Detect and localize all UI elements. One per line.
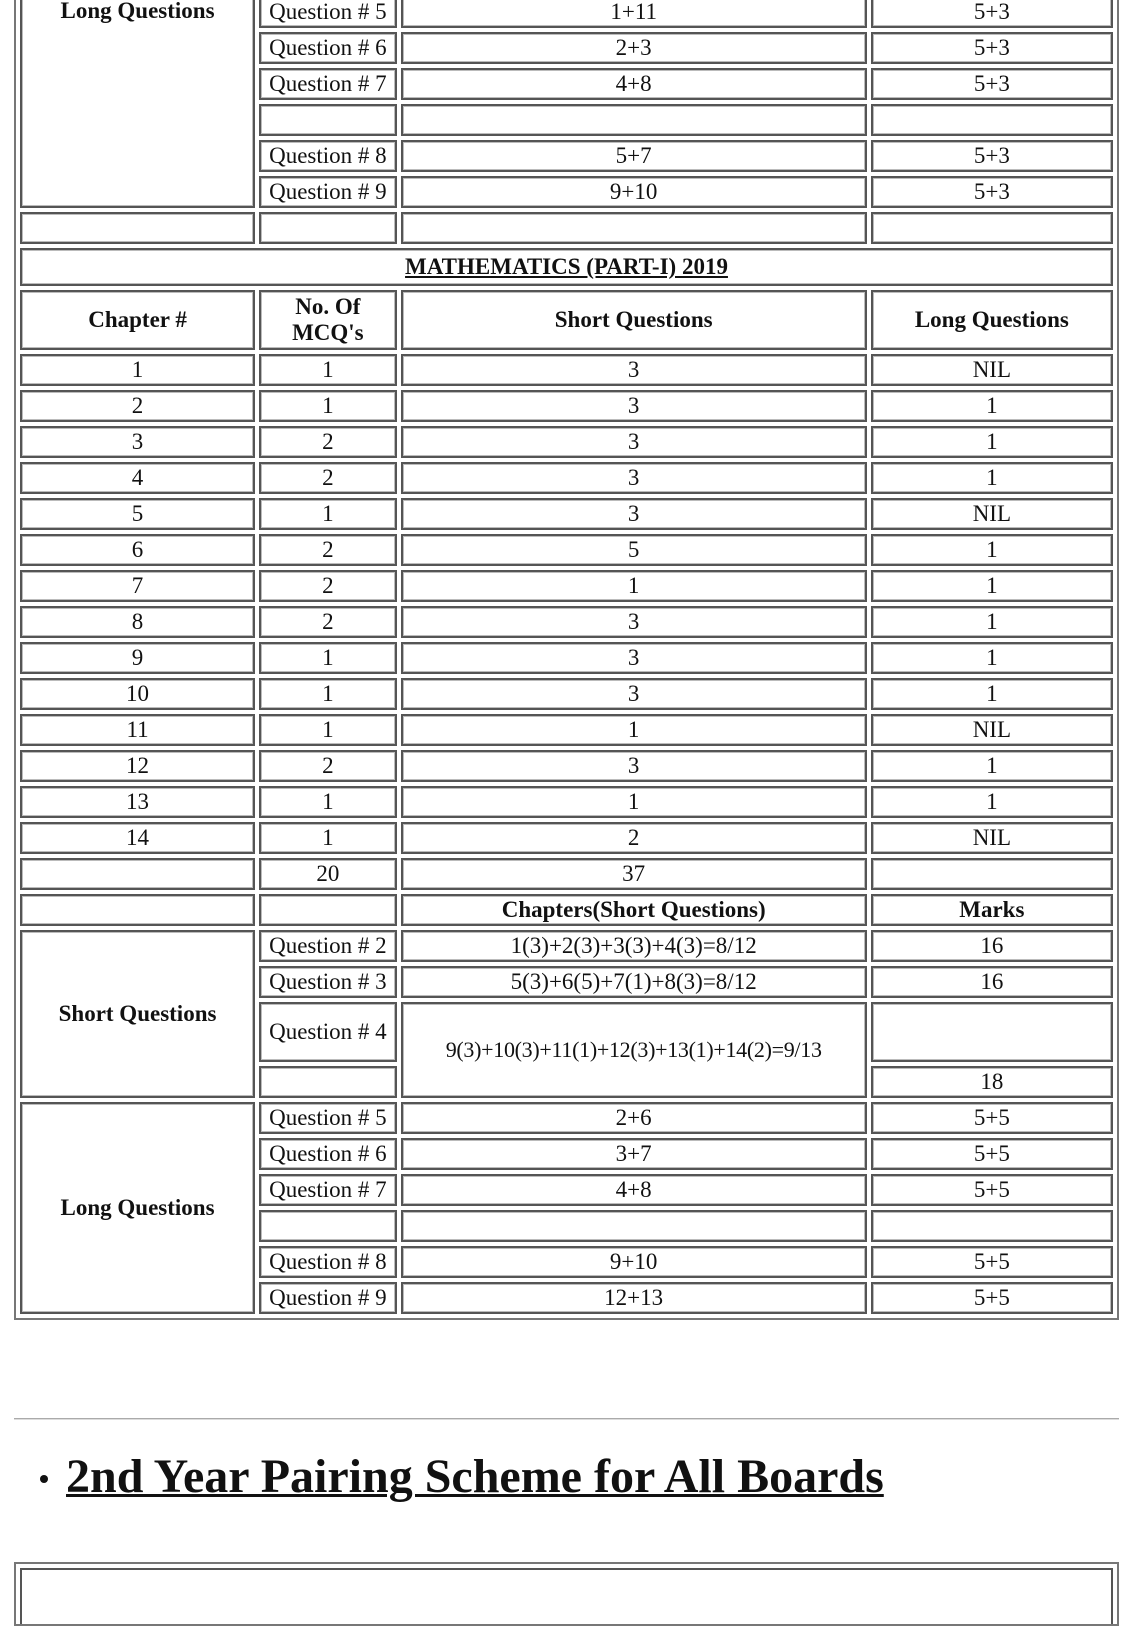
col-header-chapter: Chapter #: [20, 290, 255, 350]
long-cell: NIL: [871, 498, 1113, 530]
col-header-short-questions: Short Questions: [401, 290, 867, 350]
chapter-cell: 12: [20, 750, 255, 782]
marks-cell: 16: [871, 966, 1113, 998]
total-short-questions: 37: [401, 858, 867, 890]
chapter-cell: 10: [20, 678, 255, 710]
chapter-cell: 8: [20, 606, 255, 638]
table-row: [20, 750, 1113, 782]
long-cell: NIL: [871, 354, 1113, 386]
long-cell: 1: [871, 534, 1113, 566]
long-cell: 1: [871, 426, 1113, 458]
table-row: [20, 0, 1113, 28]
chapters-cell: 4+8: [401, 68, 867, 100]
long-cell: NIL: [871, 714, 1113, 746]
short-cell: 3: [401, 462, 867, 494]
col-header-long-questions: Long Questions: [871, 290, 1113, 350]
mcq-cell: 2: [259, 534, 397, 566]
chapters-cell: 9+10: [401, 176, 867, 208]
short-cell: 3: [401, 606, 867, 638]
long-cell: 1: [871, 462, 1113, 494]
short-cell: 3: [401, 750, 867, 782]
chapter-cell: 5: [20, 498, 255, 530]
chapter-cell: 2: [20, 390, 255, 422]
long-cell: 1: [871, 570, 1113, 602]
table-row: [20, 606, 1113, 638]
mcq-cell: 2: [259, 606, 397, 638]
short-cell: 3: [401, 498, 867, 530]
short-cell: 1: [401, 570, 867, 602]
short-cell: 3: [401, 678, 867, 710]
long-cell: 1: [871, 750, 1113, 782]
long-cell: 1: [871, 390, 1113, 422]
table-row: [20, 714, 1113, 746]
long-cell: 1: [871, 642, 1113, 674]
table-row: [20, 426, 1113, 458]
question-cell: Question # 9: [259, 1282, 397, 1314]
marks-cell: 5+5: [871, 1102, 1113, 1134]
table-row: [20, 822, 1113, 854]
mcq-cell: 1: [259, 498, 397, 530]
chapter-cell: 7: [20, 570, 255, 602]
question-cell: Question # 7: [259, 1174, 397, 1206]
chapters-cell: 4+8: [401, 1174, 867, 1206]
short-cell: 3: [401, 642, 867, 674]
table-row: [20, 534, 1113, 566]
marks-cell: 5+3: [871, 0, 1113, 28]
pairing-scheme-table: [14, 0, 1119, 1320]
short-cell: 2: [401, 822, 867, 854]
mcq-cell: 1: [259, 822, 397, 854]
short-cell: 1: [401, 714, 867, 746]
table-row: [20, 642, 1113, 674]
question-cell: Question # 8: [259, 1246, 397, 1278]
next-table-cell: [20, 1568, 1113, 1624]
chapter-cell: 4: [20, 462, 255, 494]
question-cell: Question # 3: [259, 966, 397, 998]
table-row: [20, 498, 1113, 530]
marks-cell: 16: [871, 930, 1113, 962]
marks-cell: 5+5: [871, 1138, 1113, 1170]
marks-cell: 5+3: [871, 176, 1113, 208]
mcq-cell: 1: [259, 642, 397, 674]
mcq-cell: 1: [259, 678, 397, 710]
mcq-cell: 1: [259, 786, 397, 818]
marks-cell: [871, 104, 1113, 136]
chapter-cell: 11: [20, 714, 255, 746]
chapters-cell: 2+3: [401, 32, 867, 64]
marks-cell: 5+3: [871, 68, 1113, 100]
short-questions-group-label: Short Questions: [20, 930, 255, 1098]
question-cell: [259, 104, 397, 136]
chapters-cell: 5(3)+6(5)+7(1)+8(3)=8/12: [401, 966, 867, 998]
chapters-cell: 9(3)+10(3)+11(1)+12(3)+13(1)+14(2)=9/13: [401, 1002, 867, 1098]
short-cell: 3: [401, 390, 867, 422]
marks-cell: 18: [871, 1066, 1113, 1098]
question-cell: Question # 2: [259, 930, 397, 962]
mcq-cell: 2: [259, 570, 397, 602]
total-mcqs: 20: [259, 858, 397, 890]
question-cell: Question # 4: [259, 1002, 397, 1062]
question-cell: Question # 8: [259, 140, 397, 172]
next-section-heading[interactable]: [40, 1450, 884, 1504]
table-row: [20, 570, 1113, 602]
chapter-cell: 3: [20, 426, 255, 458]
chapters-cell: 9+10: [401, 1246, 867, 1278]
chapter-cell: 13: [20, 786, 255, 818]
question-cell: [259, 1210, 397, 1242]
marks-cell: [871, 1210, 1113, 1242]
section-title: MATHEMATICS (PART-I) 2019: [20, 248, 1113, 286]
mcq-cell: 2: [259, 426, 397, 458]
table-row: [20, 212, 1113, 244]
chapter-cell: 6: [20, 534, 255, 566]
question-cell: Question # 5: [259, 0, 397, 28]
marks-cell: 5+3: [871, 140, 1113, 172]
mcq-cell: 1: [259, 354, 397, 386]
mcq-cell: 1: [259, 714, 397, 746]
chapter-cell: 1: [20, 354, 255, 386]
chapters-cell: 12+13: [401, 1282, 867, 1314]
chapter-cell: 9: [20, 642, 255, 674]
marks-cell: 5+5: [871, 1246, 1113, 1278]
bullet-icon: [40, 1475, 48, 1483]
question-cell: Question # 6: [259, 32, 397, 64]
question-cell: Question # 9: [259, 176, 397, 208]
chapters-cell: [401, 1210, 867, 1242]
table-header-row: [20, 290, 1113, 350]
table-row: [20, 894, 1113, 926]
short-cell: 3: [401, 426, 867, 458]
long-cell: NIL: [871, 822, 1113, 854]
sub-header-chapters: Chapters(Short Questions): [401, 894, 867, 926]
sub-header-marks: Marks: [871, 894, 1113, 926]
col-header-mcqs: No. Of MCQ's: [259, 290, 397, 350]
short-cell: 5: [401, 534, 867, 566]
short-cell: 3: [401, 354, 867, 386]
mcq-cell: 1: [259, 390, 397, 422]
question-cell: Question # 7: [259, 68, 397, 100]
marks-cell: 5+5: [871, 1174, 1113, 1206]
chapters-cell: 1(3)+2(3)+3(3)+4(3)=8/12: [401, 930, 867, 962]
totals-row: [20, 858, 1113, 890]
long-questions-group-label: Long Questions: [20, 0, 255, 208]
table-row: [20, 390, 1113, 422]
question-cell: Question # 5: [259, 1102, 397, 1134]
next-section-heading-text: 2nd Year Pairing Scheme for All Boards: [66, 1450, 884, 1503]
table-row: [20, 786, 1113, 818]
mcq-cell: 2: [259, 750, 397, 782]
chapter-cell: 14: [20, 822, 255, 854]
question-cell: Question # 6: [259, 1138, 397, 1170]
table-row: [20, 462, 1113, 494]
marks-cell: 5+3: [871, 32, 1113, 64]
marks-cell: 5+5: [871, 1282, 1113, 1314]
table-row: [20, 678, 1113, 710]
long-cell: 1: [871, 678, 1113, 710]
chapters-cell: 2+6: [401, 1102, 867, 1134]
chapters-cell: 1+11: [401, 0, 867, 28]
chapters-cell: [401, 104, 867, 136]
mcq-cell: 2: [259, 462, 397, 494]
horizontal-divider: [14, 1418, 1119, 1420]
table-row: [20, 354, 1113, 386]
table-row: [20, 930, 1113, 962]
long-questions-group-label: Long Questions: [20, 1102, 255, 1314]
chapters-cell: 5+7: [401, 140, 867, 172]
short-cell: 1: [401, 786, 867, 818]
table-row: [20, 248, 1113, 286]
table-row: [20, 1102, 1113, 1134]
pairing-scheme-document: [14, 0, 1119, 1320]
next-table-container: [14, 1562, 1119, 1626]
long-cell: 1: [871, 786, 1113, 818]
long-cell: 1: [871, 606, 1113, 638]
chapters-cell: 3+7: [401, 1138, 867, 1170]
